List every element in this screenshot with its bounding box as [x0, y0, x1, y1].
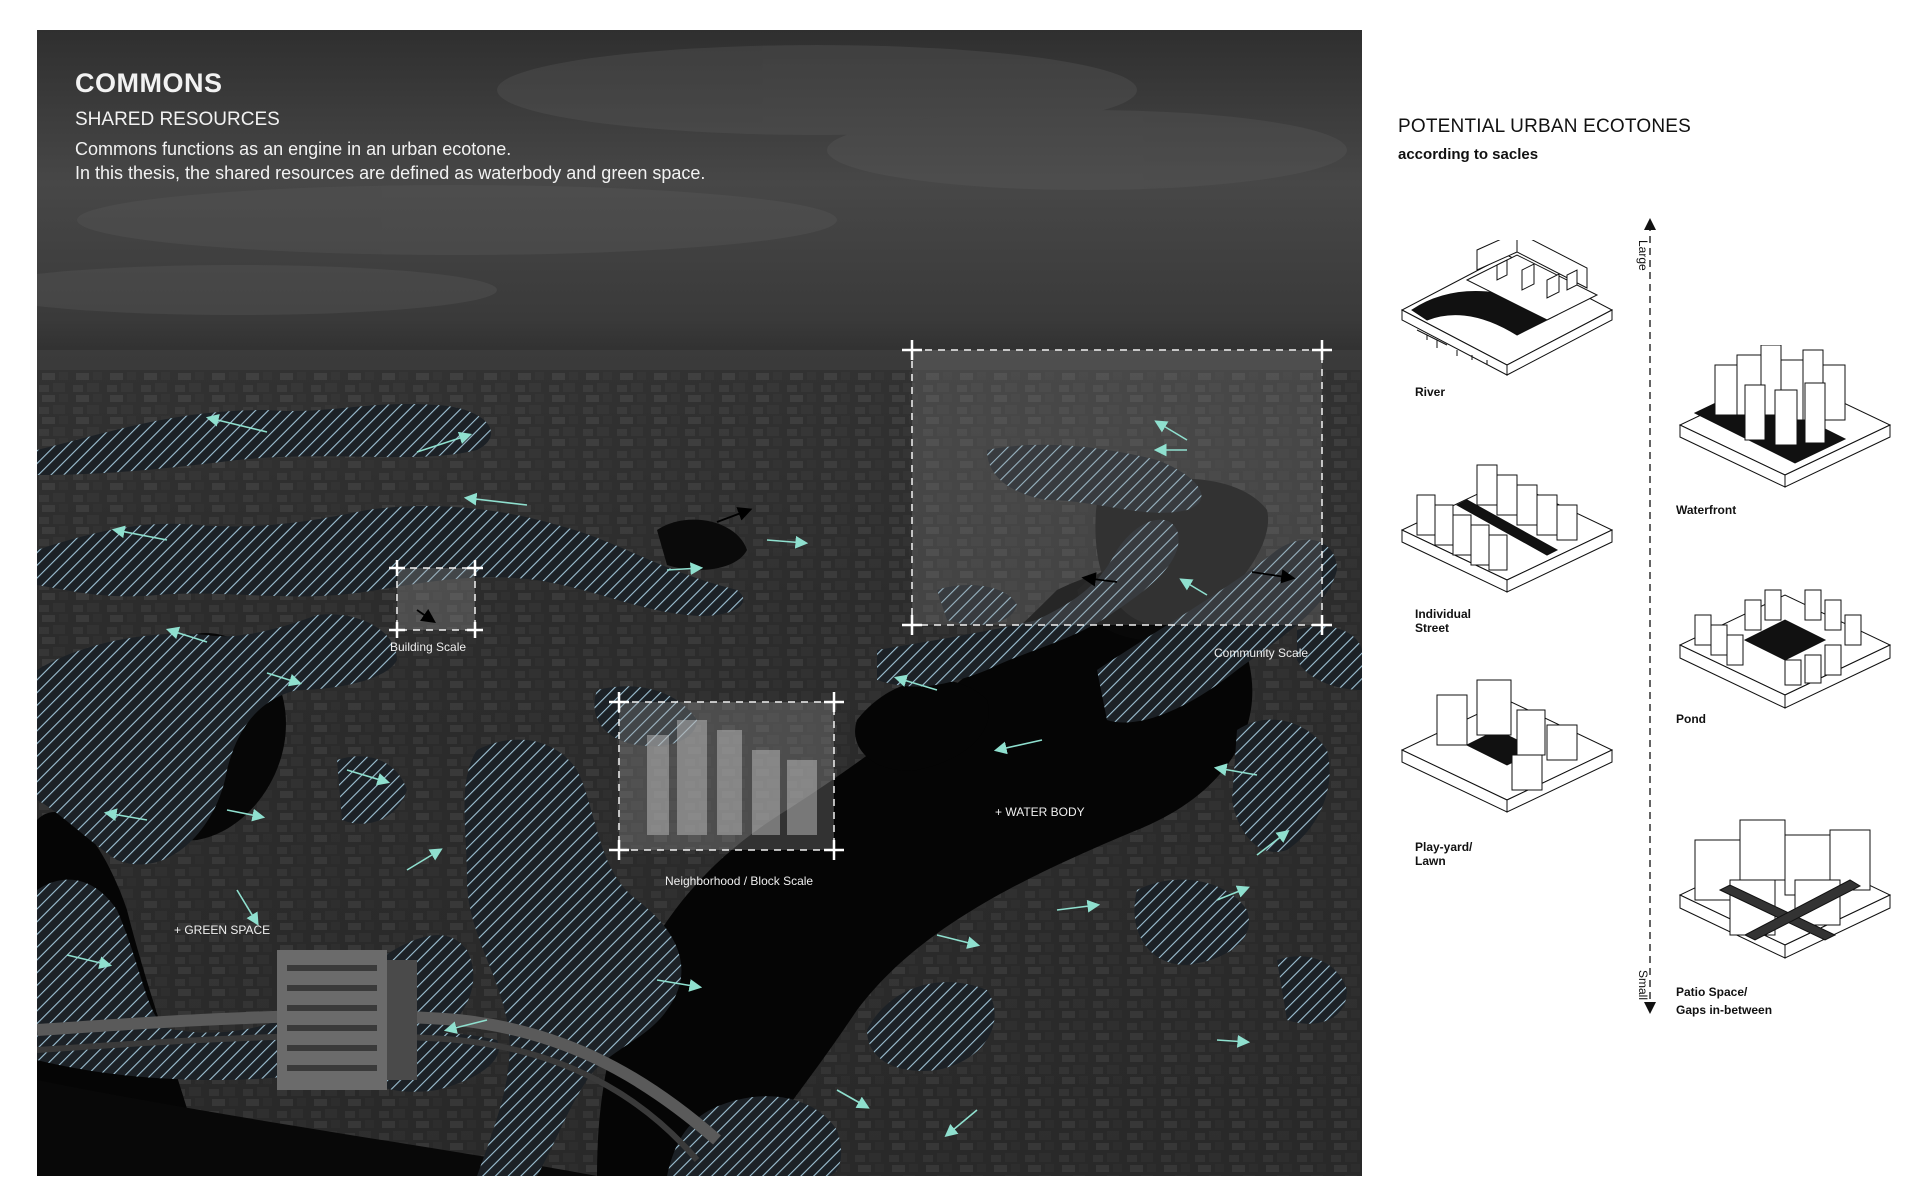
axis-large-label: Large — [1636, 240, 1650, 271]
scale-axis — [1638, 216, 1662, 1016]
street-label — [1415, 607, 1565, 635]
pond-diagram — [1675, 570, 1895, 720]
description-line-2: In this thesis, the shared resources are defined as waterbody and green space. — [75, 163, 706, 183]
patio-label-line1: Patio Space/ — [1676, 985, 1748, 999]
street-label-line2: Street — [1415, 621, 1450, 635]
pond-label: Pond — [1676, 712, 1706, 726]
play-yard-label-line1: Play-yard/ — [1415, 840, 1473, 854]
play-yard-diagram — [1397, 670, 1617, 820]
street-label-line1: Individual — [1415, 607, 1472, 621]
aerial-map-drawing — [37, 30, 1362, 1176]
play-yard-label-line2: Lawn — [1415, 854, 1446, 868]
waterfront-label: Waterfront — [1676, 503, 1737, 517]
street-diagram — [1397, 460, 1617, 600]
river-diagram — [1397, 240, 1617, 400]
patio-diagram — [1675, 800, 1895, 970]
patio-label-line2: Gaps in-between — [1676, 1003, 1773, 1017]
play-yard-label — [1415, 840, 1565, 868]
panel-title: POTENTIAL URBAN ECOTONES — [1398, 116, 1692, 137]
neighborhood-scale-label: Neighborhood / Block Scale — [665, 874, 814, 888]
ecotones-panel — [1362, 0, 1920, 1200]
water-body-label: + WATER BODY — [995, 805, 1085, 819]
aerial-map — [37, 30, 1362, 1176]
page-subtitle: SHARED RESOURCES — [75, 109, 280, 130]
panel-subtitle: according to sacles — [1398, 146, 1539, 163]
building-scale-label: Building Scale — [390, 640, 467, 654]
description-line-1: Commons functions as an engine in an urban ecotone. — [75, 139, 512, 159]
green-space-label: + GREEN SPACE — [174, 923, 271, 937]
page-title: COMMONS — [75, 68, 223, 98]
axis-small-label: Small — [1636, 970, 1650, 1001]
river-label: River — [1415, 385, 1446, 399]
waterfront-diagram — [1675, 345, 1895, 495]
title-block — [75, 68, 705, 183]
patio-label — [1676, 985, 1826, 1017]
community-scale-label: Community Scale — [1214, 646, 1309, 660]
